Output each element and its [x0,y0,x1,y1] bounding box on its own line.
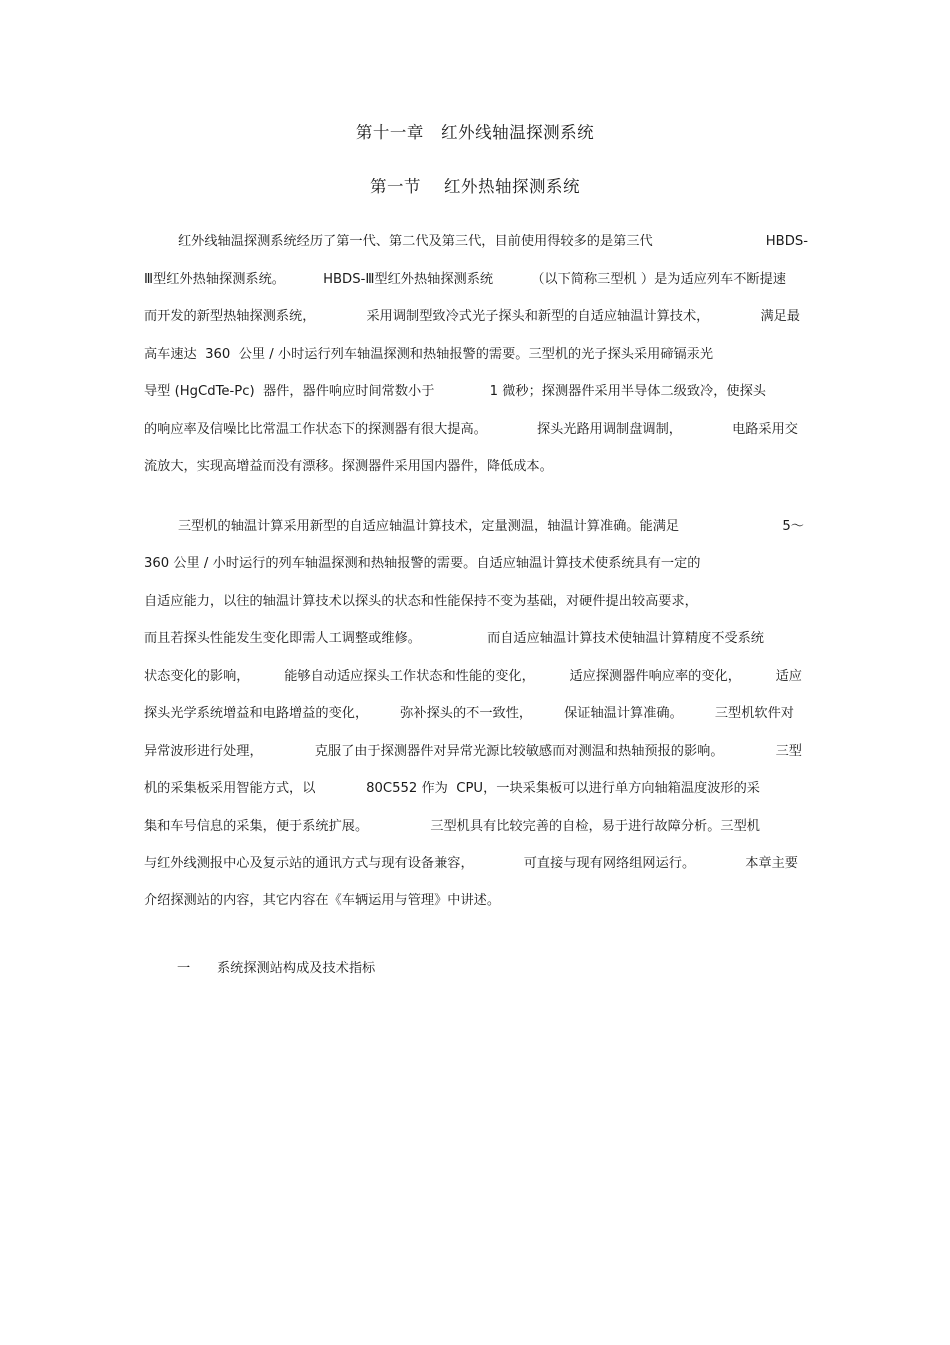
text-segment: 适应 [775,669,802,684]
text-segment: 能够自动适应探头工作状态和性能的变化， [284,669,535,684]
text-segment: 三型机具有比较完善的自检，易于进行故障分析。三型机 [430,819,760,834]
section-title: 第一节 红外热轴探测系统 [370,177,580,196]
text-segment: 适应探测器件响应率的变化， [569,669,741,684]
subsection-heading [177,960,375,978]
text-segment: 满足最 [760,309,800,324]
text-segment: 三型 [775,744,802,759]
text-segment: 导型 (HgCdTe-Pc) 器件，器件响应时间常数小于 [144,384,435,399]
paragraph-line [144,458,808,476]
paragraph-line [144,308,800,326]
paragraph-line [144,892,808,910]
text-segment: 而且若探头性能发生变化即需人工调整或维修。 [144,631,421,646]
paragraph-line [144,518,804,536]
text-segment: HBDS- [765,234,808,249]
text-segment: 三型机的轴温计算采用新型的自适应轴温计算技术，定量测温，轴温计算准确。能满足 [178,519,680,534]
text-segment: 红外线轴温探测系统经历了第一代、第二代及第三代，目前使用得较多的是第三代 [178,234,653,249]
text-segment: 与红外线测报中心及复示站的通讯方式与现有设备兼容， [144,856,474,871]
text-segment: 采用调制型致冷式光子探头和新型的自适应轴温计算技术， [366,309,710,324]
text-segment: 自适应能力，以往的轴温计算技术以探头的状态和性能保持不变为基础，对硬件提出较高要求， [144,594,698,609]
text-segment: 高车速达 360 公里 / 小时运行列车轴温探测和热轴报警的需要。三型机的光子探头采用碲镉汞光 [144,347,714,362]
text-segment: 集和车号信息的采集，便于系统扩展。 [144,819,369,834]
text-segment: 而开发的新型热轴探测系统， [144,309,316,324]
paragraph-line [144,346,808,364]
text-segment: 状态变化的影响， [144,669,250,684]
paragraph-line [144,271,786,289]
paragraph-line [144,855,798,873]
text-segment: 三型机软件对 [714,706,794,721]
text-segment: 克服了由于探测器件对异常光源比较敏感而对测温和热轴预报的影响。 [314,744,724,759]
subsection-title: 系统探测站构成及技术指标 [217,961,376,976]
text-segment: 本章主要 [745,856,798,871]
text-segment: 可直接与现有网络组网运行。 [523,856,696,871]
text-segment: 保证轴温计算准确。 [564,706,683,721]
chapter-title: 第十一章 红外线轴温探测系统 [355,123,595,142]
paragraph-line [144,555,808,573]
text-segment: Ⅲ型红外热轴探测系统。 [144,272,285,287]
text-segment: 5～ [782,519,804,534]
paragraph-line [144,668,802,686]
text-segment: 探头光路用调制盘调制， [536,422,682,437]
text-segment: 360 公里 / 小时运行的列车轴温探测和热轴报警的需要。自适应轴温计算技术使系统具有一定的 [144,556,701,571]
text-segment: 探头光学系统增益和电路增益的变化， [144,706,369,721]
text-segment: 介绍探测站的内容，其它内容在《车辆运用与管理》中讲述。 [144,893,501,908]
paragraph-line [144,233,808,251]
text-segment: 流放大，实现高增益而没有漂移。探测器件采用国内器件，降低成本。 [144,459,553,474]
text-segment: 电路采用交 [732,422,798,437]
paragraph-line [144,630,764,648]
text-segment: 1 微秒；探测器件采用半导体二级致冷，使探头 [489,384,766,399]
paragraph-line [144,593,808,611]
text-segment: HBDS-Ⅲ型红外热轴探测系统 [323,272,494,287]
text-segment: 80C552 作为 CPU，一块采集板可以进行单方向轴箱温度波形的采 [366,781,760,796]
paragraph-line [144,705,794,723]
text-segment: 机的采集板采用智能方式，以 [144,781,316,796]
text-segment: 的响应率及信噪比比常温工作状态下的探测器有很大提高。 [144,422,487,437]
subsection-number: 一 [177,961,191,976]
paragraph-line [144,818,760,836]
paragraph-line [144,780,760,798]
text-segment: 弥补探头的不一致性， [400,706,533,721]
text-segment: 而自适应轴温计算技术使轴温计算精度不受系统 [487,631,764,646]
text-segment: 异常波形进行处理， [144,744,263,759]
paragraph-line [144,383,766,401]
paragraph-line [144,743,802,761]
text-segment: （以下简称三型机 ）是为适应列车不断提速 [531,272,786,287]
paragraph-line [144,421,798,439]
